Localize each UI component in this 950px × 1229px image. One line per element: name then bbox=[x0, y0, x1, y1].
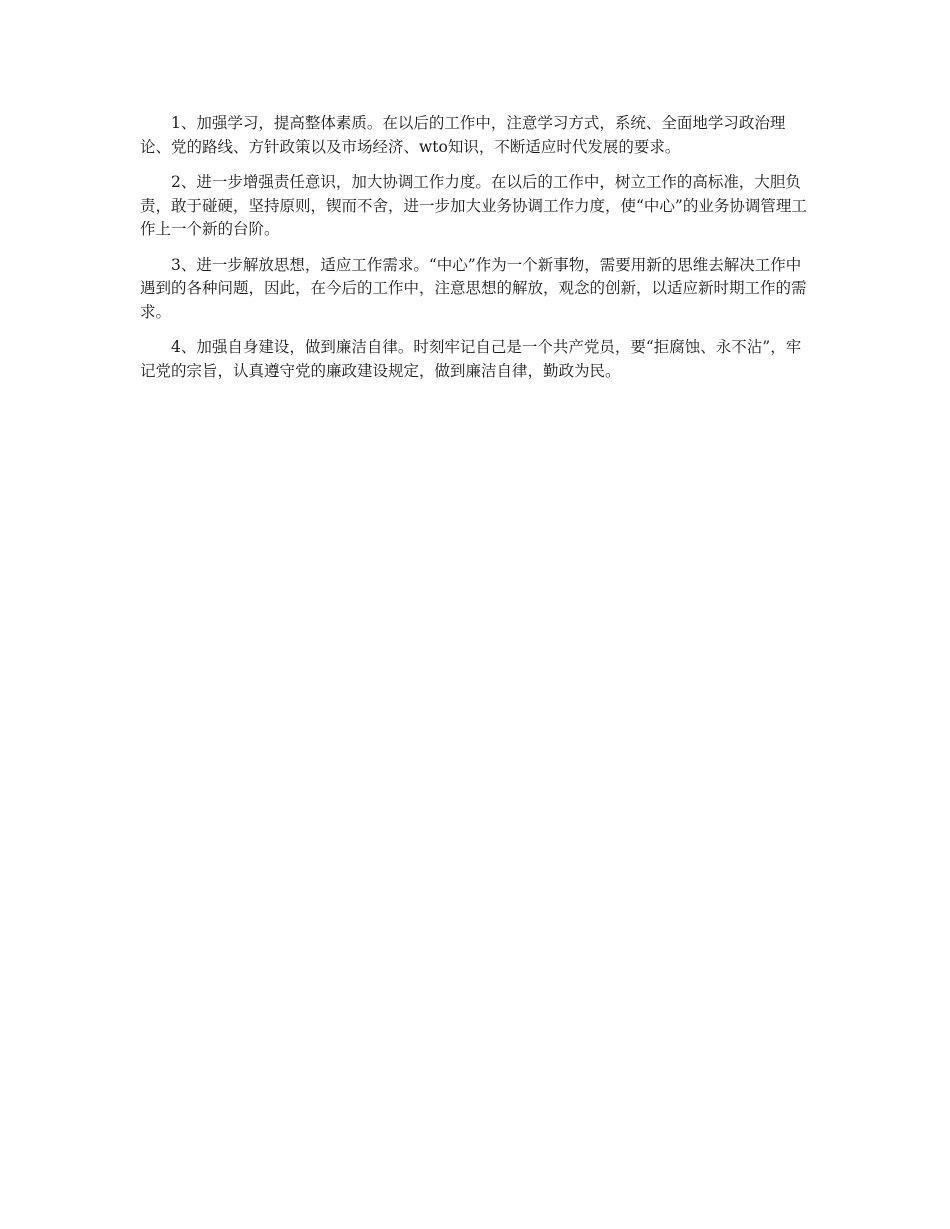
paragraph-1: 1、加强学习，提高整体素质。在以后的工作中，注意学习方式，系统、全面地学习政治理论、党的路线、方针政策以及市场经济、wto知识，不断适应时代发展的要求。 bbox=[140, 114, 786, 156]
document-body bbox=[140, 112, 812, 395]
paragraph-4: 4、加强自身建设，做到廉洁自律。时刻牢记自己是一个共产党员，要“拒腐蚀、永不沾”，牢记党的宗旨，认真遵守党的廉政建设规定，做到廉洁自律，勤政为民。 bbox=[140, 338, 802, 380]
paragraph-2: 2、进一步增强责任意识，加大协调工作力度。在以后的工作中，树立工作的高标准，大胆负责，敢于碰硬，坚持原则，锲而不舍，进一步加大业务协调工作力度，使“中心”的业务协调管理工作上一个新的台阶。 bbox=[140, 173, 807, 238]
paragraph-3: 3、进一步解放思想，适应工作需求。“中心”作为一个新事物，需要用新的思维去解决工作中遇到的各种问题，因此，在今后的工作中，注意思想的解放，观念的创新，以适应新时期工作的需求。 bbox=[140, 255, 807, 321]
